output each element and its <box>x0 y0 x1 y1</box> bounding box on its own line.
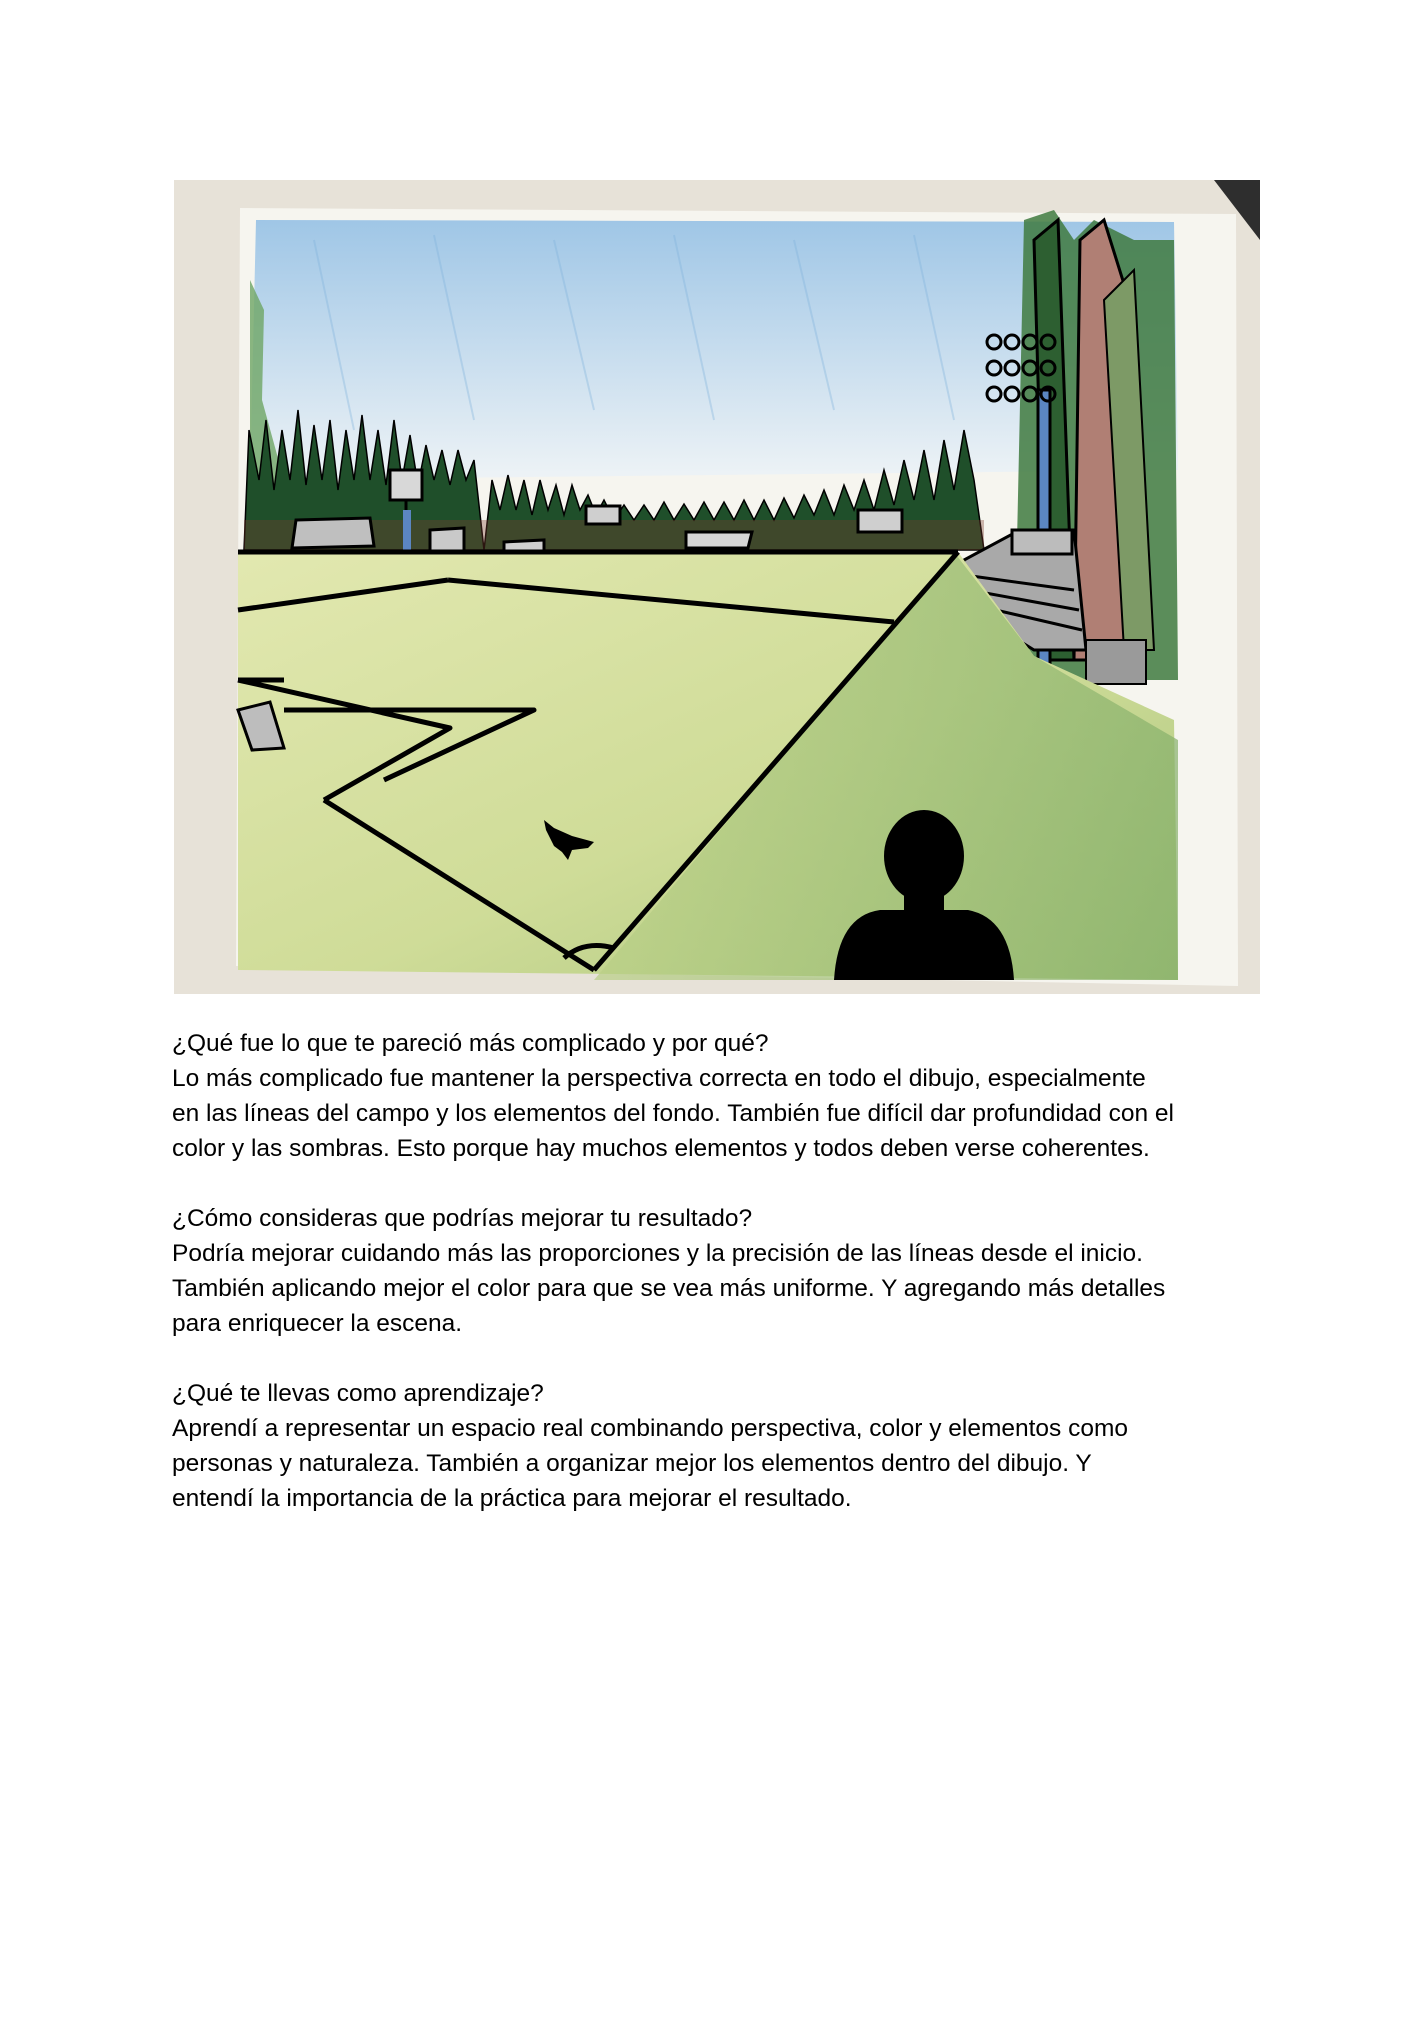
answer-1-line-1: Lo más complicado fue mantener la perspectiva correcta en todo el dibujo, especialmente <box>172 1065 1146 1092</box>
answer-2-line-1: Podría mejorar cuidando más las proporciones y la precisión de las líneas desde el inicio. <box>172 1240 1143 1267</box>
section-complicated <box>172 1026 1256 1166</box>
answer-1-line-3: color y las sombras. Esto porque hay muchos elementos y todos deben verse coherentes. <box>172 1135 1150 1162</box>
drawing-photo <box>174 180 1260 994</box>
question-3: ¿Qué te llevas como aprendizaje? <box>172 1380 544 1407</box>
answer-1-line-2: en las líneas del campo y los elementos del fondo. También fue difícil dar profundidad con el <box>172 1100 1174 1127</box>
question-1: ¿Qué fue lo que te pareció más complicado y por qué? <box>172 1030 769 1057</box>
answer-2-line-2: También aplicando mejor el color para que se vea más uniforme. Y agregando más detalles <box>172 1275 1166 1302</box>
answer-3-line-2: personas y naturaleza. También a organizar mejor los elementos dentro del dibujo. Y <box>172 1450 1092 1477</box>
answer-3-line-3: entendí la importancia de la práctica para mejorar el resultado. <box>172 1485 852 1512</box>
section-learning <box>172 1376 1256 1516</box>
question-2: ¿Cómo consideras que podrías mejorar tu resultado? <box>172 1205 753 1232</box>
reflection-text <box>172 1026 1256 1551</box>
answer-2-line-3: para enriquecer la escena. <box>172 1310 463 1337</box>
answer-3-line-1: Aprendí a representar un espacio real combinando perspectiva, color y elementos como <box>172 1415 1129 1442</box>
section-improve <box>172 1201 1256 1341</box>
